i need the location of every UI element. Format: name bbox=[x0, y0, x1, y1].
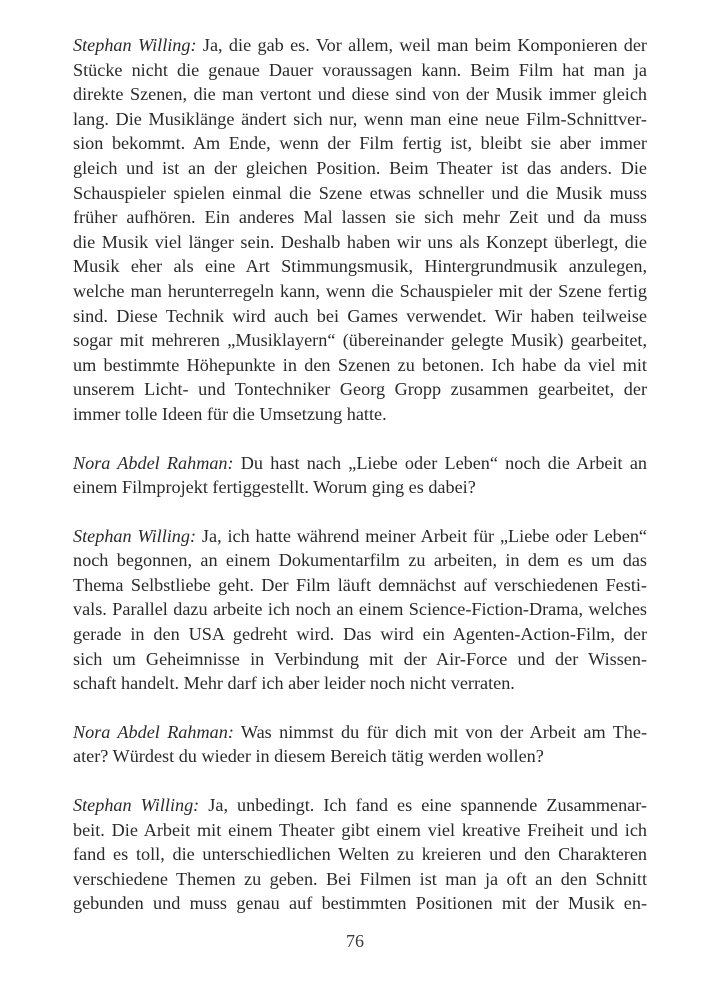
text-line: fand es toll, die unterschiedlichen Welten zu kreieren und den Charakteren bbox=[73, 844, 647, 865]
text-line: beit. Die Arbeit mit einem Theater gibt einem viel kreative Freiheit und ich bbox=[73, 819, 647, 840]
text-line: sind. Diese Technik wird auch bei Games verwendet. Wir haben teilweise bbox=[73, 305, 647, 326]
text-line: schaft handelt. Mehr darf ich aber leider noch nicht verraten. bbox=[73, 673, 515, 694]
text-line: lang. Die Musiklänge ändert sich nur, wenn man eine neue Film-Schnittver- bbox=[73, 108, 647, 129]
text-line: gerade in den USA gedreht wird. Das wird ein Agenten-Action-Film, der bbox=[73, 624, 647, 645]
interview-paragraph-5 bbox=[73, 793, 647, 916]
text-line: Schauspieler spielen einmal die Szene etwas schneller und die Musik muss bbox=[73, 182, 647, 203]
text-line: gleich und ist an der gleichen Position. Beim Theater ist das anders. Die bbox=[73, 157, 647, 178]
text-line: Stephan Willing: Ja, unbedingt. Ich fand es eine spannende Zusammenar- bbox=[73, 795, 647, 816]
text-line: verschiedene Themen zu geben. Bei Filmen ist man ja oft an den Schnitt bbox=[73, 868, 647, 889]
text-line: vals. Parallel dazu arbeite ich noch an einem Science-Fiction-Drama, welches bbox=[73, 599, 647, 620]
interview-paragraph-3 bbox=[73, 524, 647, 696]
text-line: die Musik viel länger sein. Deshalb haben wir uns als Konzept überlegt, die bbox=[73, 231, 647, 252]
text-line: sion bekommt. Am Ende, wenn der Film fertig ist, bleibt sie aber immer bbox=[73, 133, 647, 154]
speaker-name: Stephan Willing: bbox=[73, 795, 200, 816]
speaker-name: Nora Abdel Rahman: bbox=[73, 721, 234, 742]
speaker-name: Stephan Willing: bbox=[73, 525, 197, 546]
text-line: früher aufhören. Ein anderes Mal lassen sie sich mehr Zeit und da muss bbox=[73, 207, 647, 228]
text-line: ater? Würdest du wieder in diesem Bereich tätig werden wollen? bbox=[73, 746, 544, 767]
speaker-name: Nora Abdel Rahman: bbox=[73, 452, 234, 473]
text-line: um bestimmte Höhepunkte in den Szenen zu betonen. Ich habe da viel mit bbox=[73, 354, 647, 375]
page-body bbox=[73, 33, 647, 940]
text-line: Stücke nicht die genaue Dauer voraussagen kann. Beim Film hat man ja bbox=[73, 59, 647, 80]
text-line: gebunden und muss genau auf bestimmten Positionen mit der Musik en- bbox=[73, 893, 647, 914]
text-line: unserem Licht- und Tontechniker Georg Gropp zusammen gearbeitet, der bbox=[73, 379, 647, 400]
text-line: welche man herunterregeln kann, wenn die Schauspieler mit der Szene fertig bbox=[73, 280, 647, 301]
text-line: Nora Abdel Rahman: Was nimmst du für dich mit von der Arbeit am The- bbox=[73, 721, 647, 742]
text-line: Thema Selbstliebe geht. Der Film läuft demnächst auf verschiedenen Festi- bbox=[73, 574, 647, 595]
interview-paragraph-2 bbox=[73, 451, 647, 500]
text-line: immer tolle Ideen für die Umsetzung hatte. bbox=[73, 403, 387, 424]
text-line: Nora Abdel Rahman: Du hast nach „Liebe oder Leben“ noch die Arbeit an bbox=[73, 452, 647, 473]
text-line: Stephan Willing: Ja, ich hatte während meiner Arbeit für „Liebe oder Leben“ bbox=[73, 525, 647, 546]
interview-paragraph-4 bbox=[73, 720, 647, 769]
text-line: Stephan Willing: Ja, die gab es. Vor allem, weil man beim Komponieren der bbox=[73, 35, 647, 55]
text-line: einem Filmprojekt fertiggestellt. Worum ging es dabei? bbox=[73, 477, 476, 498]
page-number: 76 bbox=[346, 931, 364, 951]
text-line: direkte Szenen, die man vertont und diese sind von der Musik immer gleich bbox=[73, 84, 647, 105]
speaker-name: Stephan Willing: bbox=[73, 35, 197, 55]
text-line: Musik eher als eine Art Stimmungsmusik, Hintergrundmusik anzulegen, bbox=[73, 256, 647, 277]
text-line: sogar mit mehreren „Musiklayern“ (übereinander gelegte Musik) gearbeitet, bbox=[73, 330, 647, 351]
text-line: sich um Geheimnisse in Verbindung mit der Air-Force und der Wissen- bbox=[73, 648, 647, 669]
interview-paragraph-1 bbox=[73, 33, 647, 427]
text-line: noch begonnen, an einem Dokumentarfilm zu arbeiten, in dem es um das bbox=[73, 550, 647, 571]
